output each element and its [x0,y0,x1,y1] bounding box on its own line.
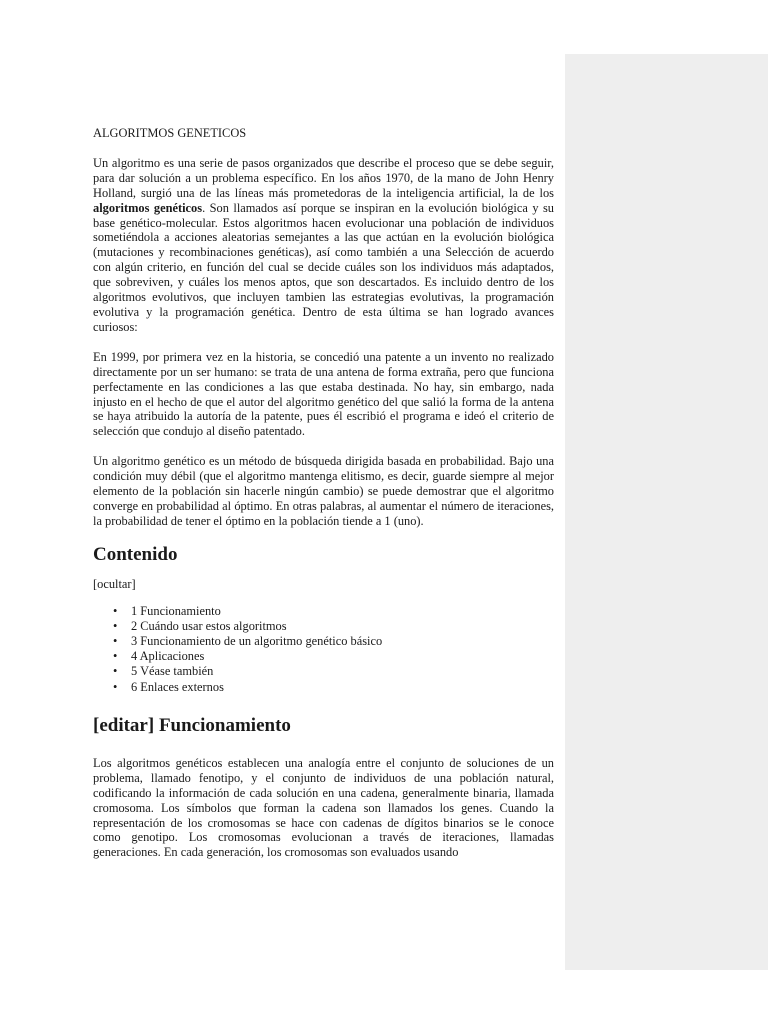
toc-list [93,604,554,695]
funcionamiento-paragraph: Los algoritmos genéticos establecen una analogía entre el conjunto de soluciones de un problema, llamado fenotipo, y el conjunto de individuos de una población natural, codificando la información de cada solución en una cadena, generalmente binaria, llamada cromosoma. Los símbolos que forman la cadena son llamados los genes. Cuando la representación de los cromosomas se hace con cadenas de dígitos binarios se le conoce como genotipo. Los cromosomas evolucionan a través de iteraciones, llamadas generaciones. En cada generación, los cromosomas son evaluados usando [93,755,554,860]
intro-text-start: Un algoritmo es una serie de pasos organizados que describe el proceso que se debe seguir, para dar solución a un problema específico. En los años 1970, de la mano de John Henry Holland, surgió una de las líneas más prometedoras de la inteligencia artificial, la de los [93,155,554,200]
intro-text-end: . Son llamados así porque se inspiran en la evolución biológica y su base genético-molecular. Estos algoritmos hacen evolucionar una población de individuos sometiéndola a acciones aleatorias semejantes a las que actúan en la evolución biológica (mutaciones y recombinaciones genéticas), así como también a una Selección de acuerdo con algún criterio, en función del cual se decide cuáles son los individuos más adaptados, que sobreviven, y cuáles los menos aptos, que son descartados. Es incluido dentro de los algoritmos evolutivos, que incluyen tambien las estrategias evolutivas, la programación evolutiva y la programación genética. Dentro de esta última se han logrado avances curiosos: [93,200,554,334]
document-body [93,126,554,875]
toc-item[interactable]: • 3 Funcionamiento de un algoritmo genético básico [93,634,554,649]
intro-paragraph [93,156,554,335]
toc-item[interactable]: • 6 Enlaces externos [93,680,554,695]
intro-bold-term: algoritmos genéticos [93,200,203,215]
comment-margin-pane [565,54,768,970]
probability-paragraph: Un algoritmo genético es un método de búsqueda dirigida basada en probabilidad. Bajo una condición muy débil (que el algoritmo mantenga elitismo, es decir, guarde siempre al mejor elemento de la población sin hacerle ningún cambio) se puede demostrar que el algoritmo converge en probabilidad al óptimo. En otras palabras, al aumentar el número de iteraciones, la probabilidad de tener el óptimo en la población tiende a 1 (uno). [93,454,554,528]
section-heading-funcionamiento: [editar] Funcionamiento [93,714,291,736]
document-title: ALGORITMOS GENETICOS [93,126,247,140]
toc-item[interactable]: • 2 Cuándo usar estos algoritmos [93,619,554,634]
toc-item[interactable]: • 5 Véase también [93,664,554,679]
patent-paragraph: En 1999, por primera vez en la historia, se concedió una patente a un invento no realizado directamente por un ser humano: se trata de una antena de forma extraña, pero que funciona perfectamente en las condiciones a las que estaba destinada. No hay, sin embargo, nada injusto en el hecho de que el autor del algoritmo genético del que salió la forma de la antena se haya atribuido la autoría de la patente, pues él escribió el programa e ideó el criterio de selección que condujo al diseño patentado. [93,349,554,439]
toc-item[interactable]: • 1 Funcionamiento [93,604,554,619]
toc-item[interactable]: • 4 Aplicaciones [93,649,554,664]
toc-heading: Contenido [93,543,178,565]
toc-toggle-link[interactable]: [ocultar] [93,576,136,591]
